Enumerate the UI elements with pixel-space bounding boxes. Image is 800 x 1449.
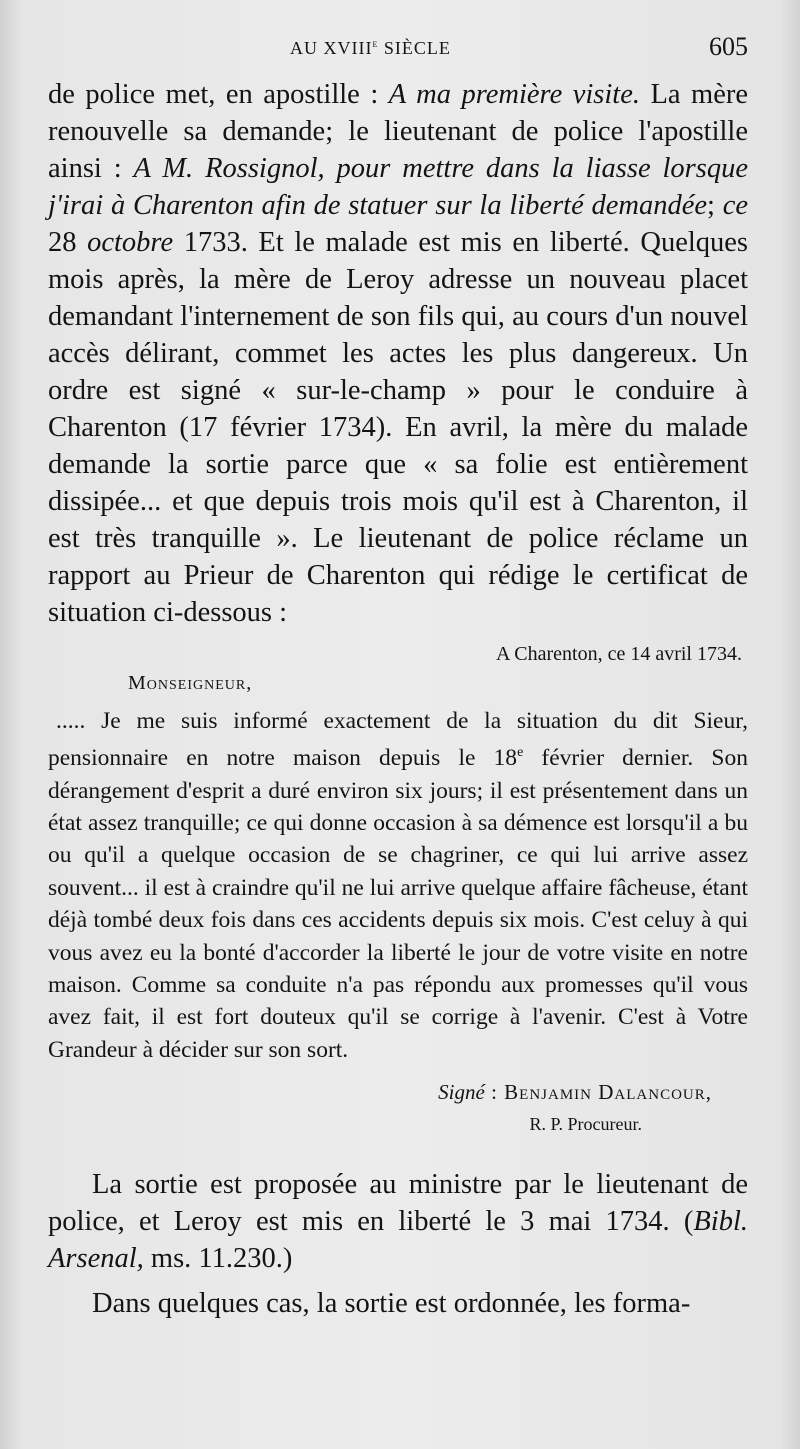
running-head (290, 38, 451, 59)
p2-text-2: ms. 11.230.) (143, 1243, 293, 1275)
running-head-superscript: e (372, 38, 379, 50)
page-header (48, 32, 748, 72)
paragraph-1 (48, 76, 748, 631)
p1-text-1: de police met, en apostille : (48, 79, 389, 110)
p1-text-4: 28 (48, 227, 88, 258)
page-number: 605 (709, 32, 748, 61)
paragraph-3: Dans quelques cas, la sortie est ordonnée, les forma- (92, 1288, 691, 1320)
p1-italic-4: octobre (87, 227, 174, 258)
letter-signature (48, 1076, 748, 1140)
body-text (48, 76, 748, 1322)
letter-body-text-1: ..... Je me suis informé exactement de la situation du dit Sieur, pensionnaire en notre maison depuis le 18 (48, 708, 748, 772)
p1-text-2: La mère renouvelle sa demande; le lieutenant de police l'apostille ainsi : (48, 79, 749, 184)
running-head-prefix: AU XVIII (290, 38, 373, 58)
letter-body (48, 705, 748, 1066)
signature-line (48, 1076, 748, 1108)
signer-title: R. P. Procureur. (529, 1114, 642, 1135)
letter-date: A Charenton, ce 14 avril 1734. (495, 643, 742, 665)
p1-text-3: ; (707, 190, 723, 221)
p1-italic-2: A M. Rossignol, pour mettre dans la liasse lorsque j'irai à Charenton afin de statuer sur la liberté demandée (48, 153, 748, 221)
p1-italic-3: ce (722, 190, 748, 221)
signed-label: Signé (438, 1080, 485, 1105)
letter-body-superscript: e (517, 745, 524, 761)
p2-italic-1: Bibl. Arsenal, (48, 1206, 748, 1275)
p1-text-5: 1733. Et le malade est mis en liberté. Quelques mois après, la mère de Leroy adresse un nouveau placet demandant l'internement de son fils qui, au cours d'un nouvel accès délirant, commet les actes les plus dangereux. Un ordre est signé « sur-le-champ » pour le conduire à Charenton (17 février 1734). En avril, la mère du malade demande la sortie parce que « sa folie est entièrement dissipée... et que depuis trois mois qu'il est à Charenton, il est très tranquille ». Le lieutenant de police réclame un rapport au Prieur de Charenton qui rédige le certificat de situation ci-dessous : (48, 227, 748, 628)
letter-salutation: Monseigneur, (128, 672, 253, 694)
signer-name: : Benjamin Dalancour, (484, 1080, 712, 1105)
p2-text-1: La sortie est proposée au ministre par le lieutenant de police, et Leroy est mis en liberté le 3 mai 1734. ( (48, 1169, 748, 1238)
letter-body-text-2: février dernier. Son dérangement d'esprit a duré environ six jours; il est présentement dans un état assez tranquille; ce qui donne occasion à sa démence est lorsqu'il a bu ou qu'il a quelque occasion de se chagriner, ce qui lui arrive assez souvent... il est à craindre qu'il ne lui arrive quelque affaire fâcheuse, étant déjà tombé deux fois dans ces accidents depuis six mois. C'est celuy à qui vous avez eu la bonté d'accorder la liberté le jour de votre visite en notre maison. Comme sa conduite n'a pas répondu aux promesses qu'il vous avez fait, il est fort douteux qu'il se corrige à l'avenir. C'est à Votre Grandeur à décider sur son sort. (48, 745, 748, 1063)
running-head-suffix: SIÈCLE (378, 38, 451, 58)
paragraph-2 (48, 1166, 748, 1277)
p1-italic-1: A ma première visite. (388, 79, 640, 110)
